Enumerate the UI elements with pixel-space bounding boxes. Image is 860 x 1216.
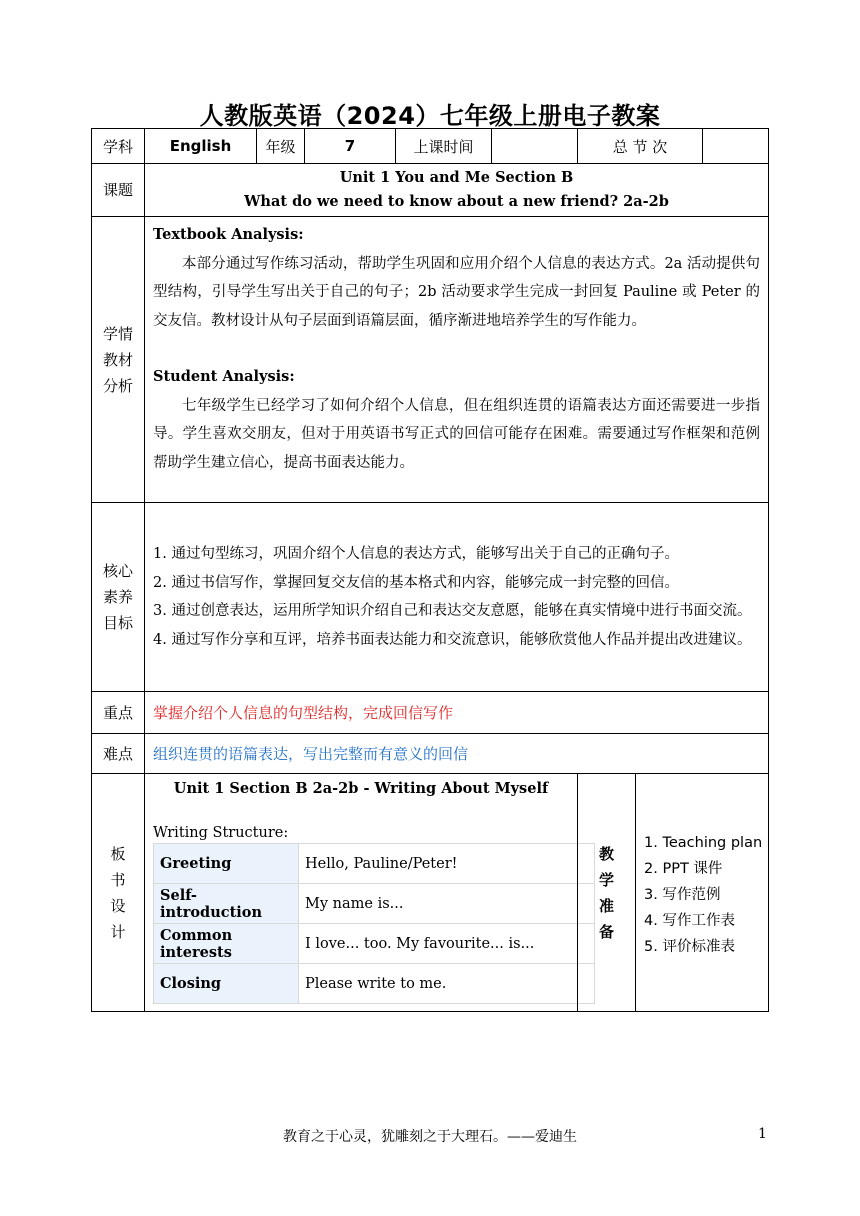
list-item: 5. 评价标准表 (644, 939, 735, 955)
goal-item: 3. 通过创意表达，运用所学知识介绍自己和表达交友意愿，能够在真实情境中进行书面交流。 (153, 603, 752, 619)
analysis-content (145, 217, 769, 503)
table-row: Self-introduction My name is... (154, 884, 595, 924)
goal-item: 2. 通过书信写作，掌握回复交友信的基本格式和内容，能够完成一封完整的回信。 (153, 574, 679, 591)
list-item: 2. PPT 课件 (644, 861, 723, 877)
header-row (92, 129, 769, 164)
goals-content (145, 503, 769, 692)
list-item: 3. 写作范例 (644, 887, 721, 903)
topic-row (92, 164, 769, 217)
board-subtitle: Writing Structure: (153, 825, 289, 841)
goals-label: 核心 素养 目标 (92, 503, 145, 692)
board-title: Unit 1 Section B 2a-2b - Writing About Myself (173, 780, 549, 797)
lesson-plan-table (91, 128, 769, 1012)
key-point-label: 重点 (92, 692, 145, 734)
page-number: 1 (758, 1126, 767, 1142)
board-design-content (145, 774, 578, 1012)
class-time-label: 上课时间 (396, 129, 492, 164)
difficult-point-text: 组织连贯的语篇表达，写出完整而有意义的回信 (145, 734, 769, 774)
analysis-label: 学情 教材 分析 (92, 217, 145, 503)
subject-label: 学科 (92, 129, 145, 164)
goals-row (92, 503, 769, 692)
grade-label: 年级 (257, 129, 305, 164)
difficult-point-label: 难点 (92, 734, 145, 774)
goal-item: 4. 通过写作分享和互评，培养书面表达能力和交流意识，能够欣赏他人作品并提出改进建议。 (153, 631, 752, 648)
grade-value: 7 (305, 129, 396, 164)
student-analysis-heading: Student Analysis: (153, 368, 295, 385)
textbook-analysis-heading: Textbook Analysis: (153, 226, 304, 243)
topic-line-1: Unit 1 You and Me Section B (339, 169, 574, 186)
topic-cell (145, 164, 769, 217)
list-item: 1. Teaching plan (644, 835, 763, 851)
textbook-analysis-text: 本部分通过写作练习活动，帮助学生巩固和应用介绍个人信息的表达方式。2a 活动提供句型结构，引导学生写出关于自己的句子；2b 活动要求学生完成一封回复 Pauline 或 Peter 的交友信。教材设计从句子层面到语篇层面，循序渐进地培养学生的写作能力。 (153, 255, 761, 329)
footer-quote: 教育之于心灵，犹雕刻之于大理石。——爱迪生 (283, 1129, 577, 1145)
topic-label: 课题 (92, 164, 145, 217)
subject-value: English (145, 129, 257, 164)
analysis-row (92, 217, 769, 503)
board-row (92, 774, 769, 1012)
key-point-text: 掌握介绍个人信息的句型结构，完成回信写作 (145, 692, 769, 734)
table-row: Greeting Hello, Pauline/Peter! (154, 844, 595, 884)
difficult-point-row (92, 734, 769, 774)
writing-structure-table (153, 843, 595, 1004)
lesson-count-label: 总 节 次 (578, 129, 703, 164)
document-title: 人教版英语（2024）七年级上册电子教案 (199, 102, 661, 130)
goal-item: 1. 通过句型练习，巩固介绍个人信息的表达方式，能够写出关于自己的正确句子。 (153, 546, 679, 562)
board-design-label: 板 书 设 计 (92, 774, 145, 1012)
table-row: Common interests I love... too. My favourite... is... (154, 924, 595, 964)
key-point-row (92, 692, 769, 734)
table-row: Closing Please write to me. (154, 964, 595, 1004)
lesson-count-value (703, 129, 769, 164)
list-item: 4. 写作工作表 (644, 913, 735, 929)
teaching-prep-content (636, 774, 769, 1012)
teaching-prep-label: 教 学 准 备 (578, 774, 636, 1012)
topic-line-2: What do we need to know about a new friend? 2a-2b (244, 193, 669, 210)
student-analysis-text: 七年级学生已经学习了如何介绍个人信息，但在组织连贯的语篇表达方面还需要进一步指导。学生喜欢交朋友，但对于用英语书写正式的回信可能存在困难。需要通过写作框架和范例帮助学生建立信心，提高书面表达能力。 (153, 397, 761, 471)
class-time-value (492, 129, 578, 164)
